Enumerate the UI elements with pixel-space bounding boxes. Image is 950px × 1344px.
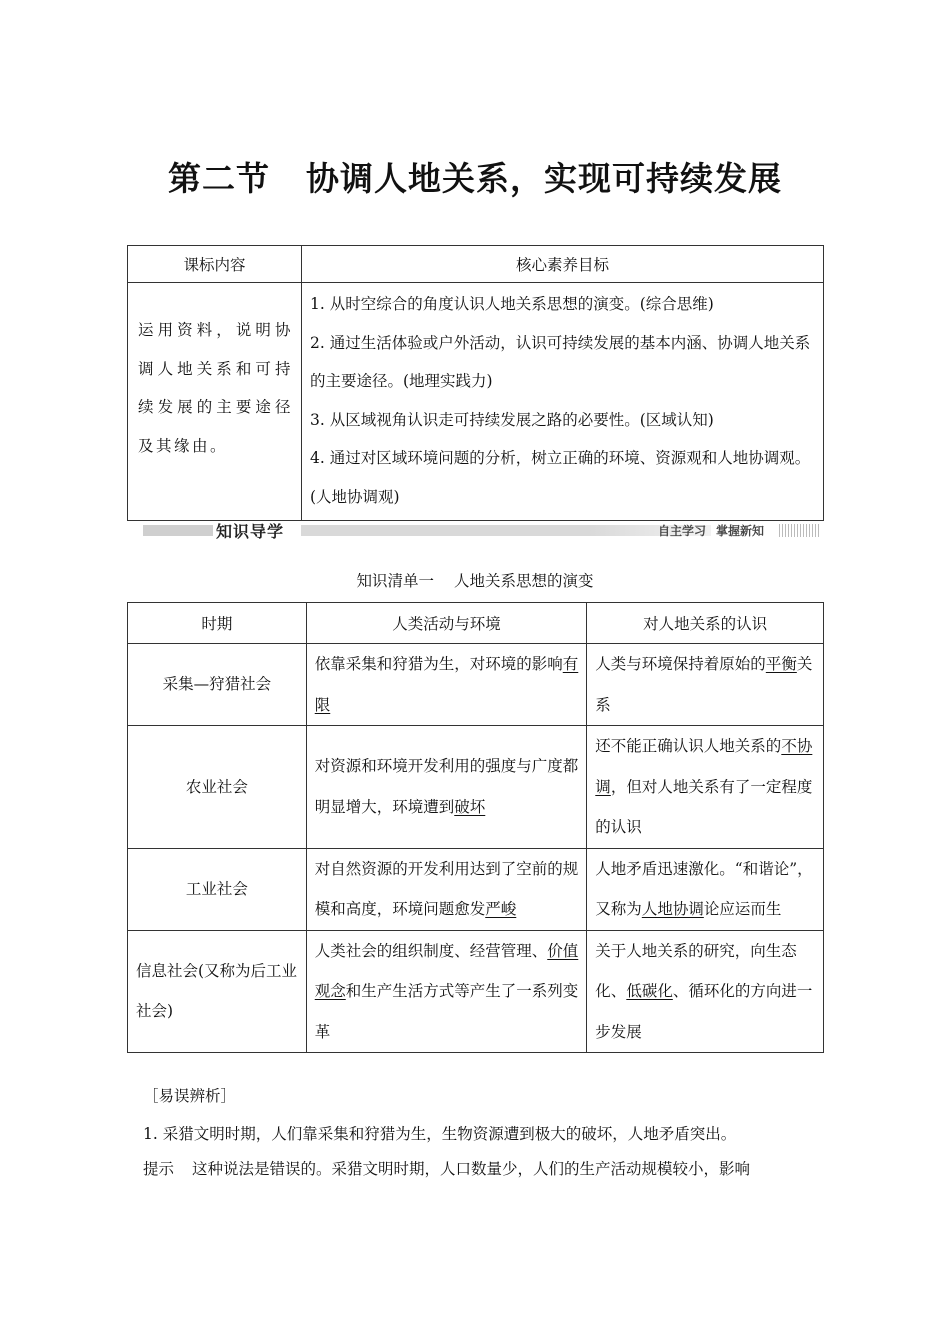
blank-answer: 破坏 — [454, 797, 486, 816]
section-label: 知识清单一 — [356, 572, 434, 590]
recognition-cell: 人类与环境保持着原始的平衡关系 — [587, 644, 824, 726]
table-row — [128, 726, 824, 849]
header-standard-content: 课标内容 — [128, 246, 302, 283]
banner-subtitle — [658, 522, 764, 539]
header-recognition: 对人地关系的认识 — [587, 603, 824, 644]
hint-label: 提示 — [143, 1160, 175, 1178]
goal-item: 4. 通过对区域环境问题的分析，树立正确的环境、资源观和人地协调观。(人地协调观) — [310, 449, 811, 506]
standard-content: 运用资料，说明协调人地关系和可持续发展的主要途径及其缘由。 — [128, 283, 302, 521]
activity-cell: 依靠采集和狩猎为生，对环境的影响有限 — [306, 644, 587, 726]
section-title: 协调人地关系，实现可持续发展 — [306, 159, 782, 198]
recognition-cell: 还不能正确认识人地关系的不协调，但对人地关系有了一定程度的认识 — [587, 726, 824, 849]
blank-answer: 低碳化 — [626, 982, 673, 1000]
goal-item: 2. 通过生活体验或户外活动，认识可持续发展的基本内涵、协调人地关系的主要途径。(地理实践力) — [310, 333, 811, 390]
banner-hatch-decoration — [779, 524, 819, 537]
evolution-table — [127, 602, 824, 1053]
section-number: 第二节 — [168, 159, 270, 198]
section-subtitle: 人地关系思想的演变 — [454, 572, 594, 590]
goal-item: 1. 从时空综合的角度认识人地关系思想的演变。(综合思维) — [310, 295, 714, 313]
recognition-cell: 人地矛盾迅速激化。“和谐论”，又称为人地协调论应运而生 — [587, 848, 824, 930]
table-row — [128, 848, 824, 930]
section-heading — [0, 569, 950, 591]
activity-cell: 对自然资源的开发利用达到了空前的规模和高度，环境问题愈发严峻 — [306, 848, 587, 930]
period-cell: 采集—狩猎社会 — [128, 644, 307, 726]
banner-bar-left — [143, 525, 213, 536]
banner-subtitle-1: 自主学习 — [658, 524, 707, 538]
misconception-heading: ［易误辨析］ — [143, 1087, 237, 1105]
activity-cell: 人类社会的组织制度、经营管理、价值观念和生产生活方式等产生了一系列变革 — [306, 930, 587, 1053]
header-period: 时期 — [128, 603, 307, 644]
recognition-cell: 关于人地关系的研究，向生态化、低碳化、循环化的方向进一步发展 — [587, 930, 824, 1053]
banner-subtitle-2: 掌握新知 — [716, 524, 765, 538]
period-cell: 工业社会 — [128, 848, 307, 930]
blank-answer: 价值观念 — [314, 941, 579, 1000]
period-cell: 信息社会(又称为后工业社会) — [128, 930, 307, 1053]
page-title — [0, 153, 950, 200]
knowledge-guide-banner — [143, 519, 818, 541]
goal-item: 3. 从区域视角认识走可持续发展之路的必要性。(区域认知) — [310, 410, 714, 429]
banner-bar-middle — [301, 525, 711, 536]
blank-answer: 平衡 — [765, 655, 797, 673]
core-literacy-goals — [302, 283, 824, 521]
blank-answer: 不协调 — [595, 737, 813, 796]
table-row — [128, 644, 824, 726]
activity-cell: 对资源和环境开发利用的强度与广度都明显增大，环境遭到破坏 — [306, 726, 587, 849]
blank-answer: 严峻 — [485, 900, 517, 918]
banner-title: 知识导学 — [216, 522, 285, 541]
misconception-item: 1. 采猎文明时期，人们靠采集和狩猎为生，生物资源遭到极大的破坏，人地矛盾突出。 — [143, 1125, 737, 1143]
header-activity: 人类活动与环境 — [306, 603, 587, 644]
table-row — [128, 930, 824, 1053]
hint-text: 这种说法是错误的。采猎文明时期，人口数量少，人们的生产活动规模较小，影响 — [192, 1160, 751, 1178]
curriculum-standards-table — [127, 245, 824, 521]
hint-paragraph — [143, 1157, 750, 1179]
header-core-literacy: 核心素养目标 — [302, 246, 824, 283]
blank-answer: 人地协调 — [641, 900, 704, 918]
period-cell: 农业社会 — [128, 726, 307, 849]
blank-answer: 有限 — [314, 655, 579, 714]
